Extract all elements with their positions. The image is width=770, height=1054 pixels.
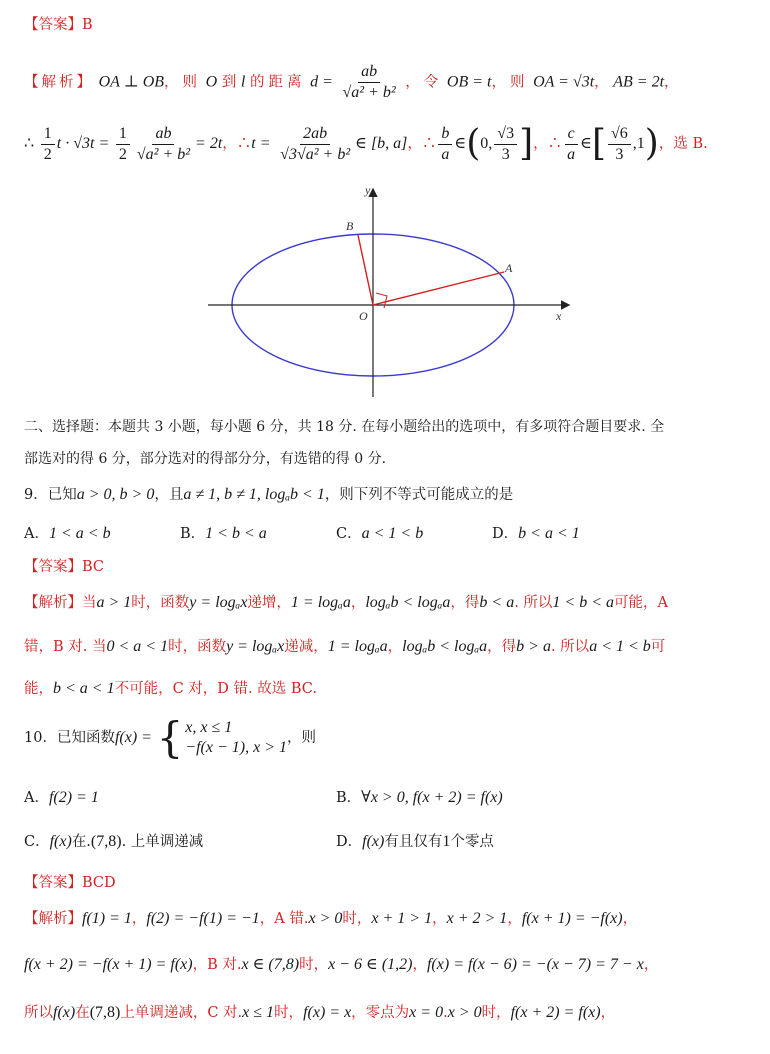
segment-oa: [373, 272, 504, 305]
q9-option-a: A．1 < a < b: [24, 525, 111, 542]
q9-answer: 【答案】BC: [24, 559, 105, 575]
q10-stem: 10．已知函数f(x) = { x, x ≤ 1 −f(x − 1), x > 1 ，则: [24, 713, 316, 762]
q10-option-c: C．f(x)在.(7,8). 上单调递减: [24, 833, 204, 850]
q10-answer: 【答案】BCD: [24, 875, 116, 891]
q9-option-b: B．1 < b < a: [180, 525, 267, 542]
label-y: y: [365, 183, 371, 197]
ellipse-figure: [200, 182, 580, 402]
q10-option-b: B．∀x > 0, f(x + 2) = f(x): [336, 789, 503, 806]
q9-analysis-line-3: 能，b < a < 1不可能，C 对，D 错. 故选 BC.: [24, 680, 317, 697]
q10-analysis-line-1: 【解析】f(1) = 1，f(2) = −f(1) = −1，A 错.x > 0时，x + 1 > 1，x + 2 > 1，f(x + 1) = −f(x)，: [24, 910, 638, 927]
q10-analysis-line-3: 所以f(x)在(7,8)上单调递减，C 对.x ≤ 1时，f(x) = x，零点为x = 0.x > 0时，f(x + 2) = f(x)，: [24, 1004, 616, 1021]
right-angle-mark: [376, 293, 387, 308]
fraction: $\frac{ab}{\text{√a² + b²}}$: [342, 63, 396, 101]
piecewise-brace: { x, x ≤ 1 −f(x − 1), x > 1: [156, 713, 287, 762]
answer-label: 【答案】: [24, 17, 82, 33]
q9-option-c: C．a < 1 < b: [336, 525, 424, 542]
section-2-line-1: 二、选择题：本题共 3 小题，每小题 6 分，共 18 分. 在每小题给出的选项中，有多项符合题目要求. 全: [24, 419, 665, 435]
label-x: x: [556, 309, 562, 323]
q9-analysis-line-1: 【解析】当a > 1时，函数y = logₐx递增，1 = logₐa，logₐb < logₐa，得b < a. 所以1 < b < a可能，A: [24, 594, 668, 611]
prev-analysis-line-2: ∴ $\frac{1}{2}$ t · √3t = $\frac{1}{2}$ $\frac{ab}{\text{√a² + b²}}$ = 2t，∴t = $\frac{2ab}{\text{√3√a² + b²}}$ ∈ [b, a]，∴ $\frac{b}{a}$ ∈(0, $\frac{√3}{3}$ ]，∴ $\frac{c}{a}$ ∈[ $\frac{√6}{3}$ ,1)，选 B.: [24, 123, 708, 164]
label-b: B: [346, 219, 354, 233]
q10-analysis-line-2: f(x + 2) = −f(x + 1) = f(x)，B 对.x ∈ (7,8)时，x − 6 ∈ (1,2)，f(x) = f(x − 6) = −(x − 7) = 7 − x，: [24, 956, 659, 973]
analysis-label: 【解析】: [24, 74, 94, 91]
answer-value: B: [82, 17, 93, 33]
q9-stem: 9．已知a > 0, b > 0，且a ≠ 1, b ≠ 1, logₐb < 1，则下列不等式可能成立的是: [24, 486, 514, 503]
prev-answer-line: [24, 14, 752, 36]
segment-ob: [358, 235, 373, 305]
q9-analysis-line-2: 错，B 对. 当0 < a < 1时，函数y = logₐx递减，1 = logₐa，logₐb < logₐa，得b > a. 所以a < 1 < b可: [24, 638, 666, 655]
section-2-line-2: 部选对的得 6 分，部分选对的得部分分，有选错的得 0 分.: [24, 451, 387, 467]
q10-option-d: D．f(x)有且仅有1个零点: [336, 833, 494, 850]
label-a: A: [505, 261, 513, 275]
label-o: O: [359, 309, 368, 323]
q10-option-a: A．f(2) = 1: [24, 789, 99, 806]
prev-analysis-line-1: 【解析】 OA ⊥ OB，则 O 到 l 的距离 d = $\frac{ab}{\text{√a² + b²}}$ ，令 OB = t，则 OA = √3t， AB = 2t，: [24, 63, 679, 101]
q9-option-d: D．b < a < 1: [492, 525, 580, 542]
